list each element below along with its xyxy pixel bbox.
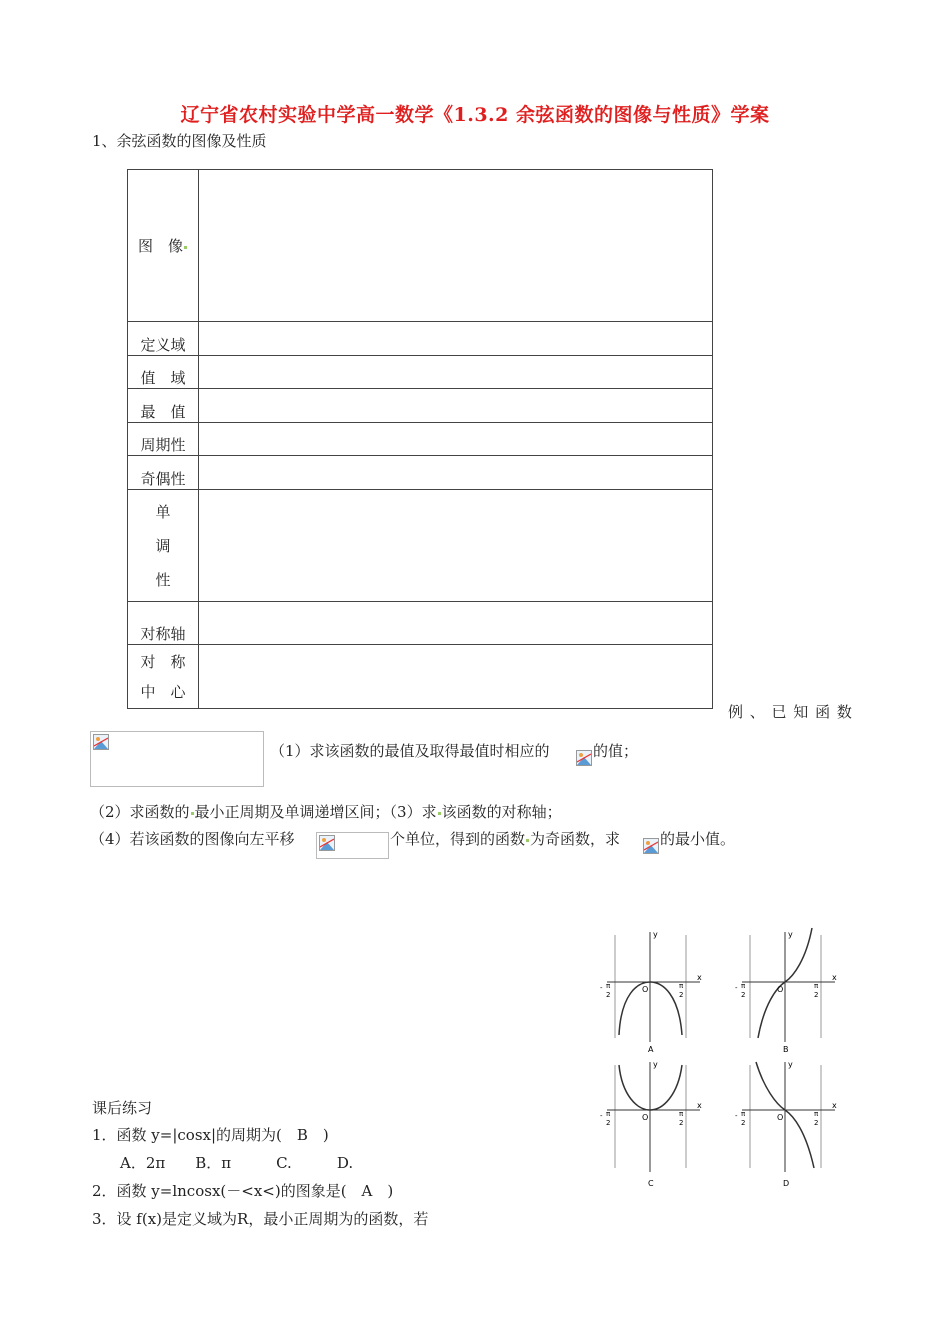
extreme-cell[interactable] [199, 389, 713, 423]
x-axis-label: x [697, 973, 702, 982]
problem-1-options: A．2π B．π C. D. [120, 1154, 354, 1172]
row-label-monotonicity: 单 调 性 [128, 490, 199, 602]
option-label-c: C [648, 1179, 654, 1188]
question-4-text: （4）若该函数的图像向左平移 [90, 830, 295, 848]
broken-image-icon [319, 835, 335, 851]
parity-cell[interactable] [199, 456, 713, 490]
problem-2: 2．函数 y=lncosx(－<x<)的图象是( A ) [92, 1182, 394, 1200]
y-axis-label: y [788, 930, 793, 939]
cosine-properties-table [127, 169, 713, 709]
graph-panel-c [600, 1060, 702, 1188]
x-axis-label: x [832, 973, 837, 982]
two-label: 2 [814, 1119, 819, 1127]
graph-options-figure [585, 910, 850, 1188]
pi-label: π [814, 1110, 819, 1118]
row-label-domain: 定义域 [128, 322, 199, 356]
pi-label: π [606, 982, 611, 990]
pi-label: π [741, 982, 746, 990]
table-row [128, 423, 713, 456]
broken-image-icon [576, 750, 592, 766]
marker-icon [438, 812, 441, 815]
two-label: 2 [606, 991, 611, 999]
homework-heading: 课后练习 [92, 1099, 153, 1117]
page-title: 辽宁省农村实验中学高一数学《1.3.2 余弦函数的图像与性质》学案 [180, 104, 770, 126]
option-label-b: B [783, 1045, 789, 1054]
graph-panel-b [735, 928, 837, 1054]
pi-label: π [814, 982, 819, 990]
pi-label: π [679, 1110, 684, 1118]
table-row [128, 389, 713, 423]
pi-label: π [741, 1110, 746, 1118]
origin-label: O [642, 985, 649, 994]
origin-label: O [777, 985, 784, 994]
graph-panel-d [735, 1060, 837, 1188]
y-axis-label: y [653, 1060, 658, 1069]
question-1-text: （1）求该函数的最值及取得最值时相应的 [270, 742, 550, 760]
option-label-d: D [783, 1179, 790, 1188]
x-axis-label: x [832, 1101, 837, 1110]
option-label-a: A [648, 1045, 654, 1054]
table-row [128, 322, 713, 356]
two-label: 2 [606, 1119, 611, 1127]
y-axis-label: y [788, 1060, 793, 1069]
example-intro: 例 、 已 知 函 数 [728, 703, 853, 721]
two-label: 2 [814, 991, 819, 999]
graph-panel-a [600, 930, 702, 1054]
shift-amount-image [316, 832, 389, 859]
problem-3: 3．设 f(x)是定义域为R，最小正周期为的函数，若 [92, 1210, 429, 1228]
origin-label: O [777, 1113, 784, 1122]
row-label-range: 值 域 [128, 356, 199, 389]
table-row [128, 170, 713, 322]
origin-label: O [642, 1113, 649, 1122]
two-label: 2 [741, 991, 746, 999]
neg-sign: - [735, 1112, 738, 1120]
center-cell[interactable] [199, 645, 713, 709]
question-1-tail: 的值； [593, 742, 639, 760]
function-formula-image [90, 731, 264, 787]
table-row [128, 602, 713, 645]
y-axis-label: y [653, 930, 658, 939]
period-cell[interactable] [199, 423, 713, 456]
neg-sign: - [735, 984, 738, 992]
two-label: 2 [741, 1119, 746, 1127]
marker-icon [191, 812, 194, 815]
row-label-period: 周期性 [128, 423, 199, 456]
question-4-text-2: 个单位，得到的函数 为奇函数，求 [390, 830, 621, 848]
table-row [128, 645, 713, 709]
neg-sign: - [600, 1112, 603, 1120]
table-row [128, 356, 713, 389]
marker-icon [526, 839, 529, 842]
broken-image-icon [93, 734, 109, 750]
neg-sign: - [600, 984, 603, 992]
table-row [128, 456, 713, 490]
row-label-center: 对 称 中 心 [128, 645, 199, 709]
problem-1: 1．函数 y=|cosx|的周期为( B ) [92, 1126, 329, 1144]
x-axis-label: x [697, 1101, 702, 1110]
domain-cell[interactable] [199, 322, 713, 356]
table-row [128, 490, 713, 602]
question-2-text: （2）求函数的 最小正周期及单调递增区间；（3）求 该函数的对称轴； [90, 803, 562, 821]
row-label-parity: 奇偶性 [128, 456, 199, 490]
row-label-graph: 图 像 [128, 170, 199, 322]
graph-cell[interactable] [199, 170, 713, 322]
axis-cell[interactable] [199, 602, 713, 645]
broken-image-icon [643, 838, 659, 854]
row-label-axis: 对称轴 [128, 602, 199, 645]
pi-label: π [679, 982, 684, 990]
two-label: 2 [679, 1119, 684, 1127]
row-label-extreme: 最 值 [128, 389, 199, 423]
range-cell[interactable] [199, 356, 713, 389]
two-label: 2 [679, 991, 684, 999]
marker-icon [184, 246, 187, 249]
monotonicity-cell[interactable] [199, 490, 713, 602]
question-4-tail: 的最小值。 [660, 830, 736, 848]
pi-label: π [606, 1110, 611, 1118]
section-heading: 1、余弦函数的图像及性质 [92, 132, 267, 150]
